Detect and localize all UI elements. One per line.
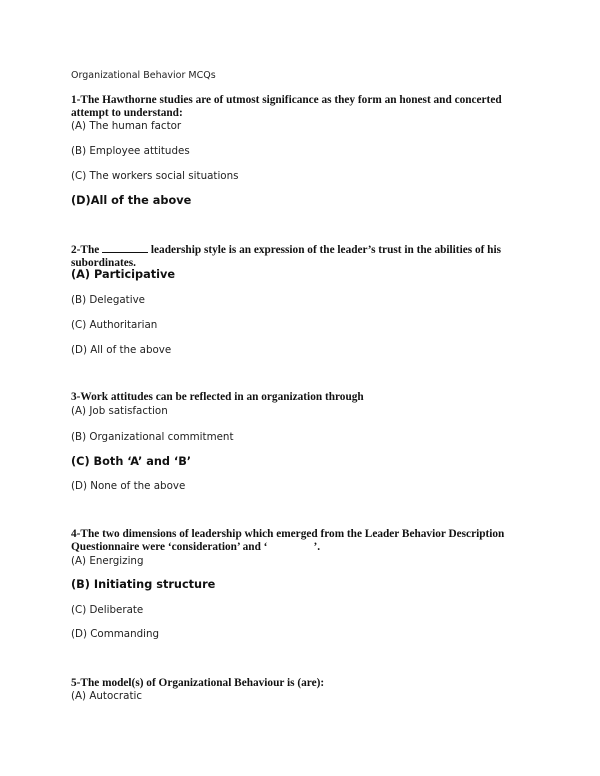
q4-option-d: (D) Commanding	[71, 628, 160, 640]
q2-option-a-answer: (A) Participative	[71, 268, 176, 281]
q3-option-a: (A) Job satisfaction	[71, 405, 168, 417]
q1-option-b: (B) Employee attitudes	[71, 145, 190, 157]
q1-option-d-answer: (D)All of the above	[71, 194, 192, 207]
q4-option-a: (A) Energizing	[71, 555, 144, 567]
q4-text-end: ’.	[313, 541, 321, 553]
q1-option-a: (A) The human factor	[71, 120, 182, 132]
q5-option-a: (A) Autocratic	[71, 690, 143, 702]
q3-option-c-answer: (C) Both ‘A’ and ‘B’	[71, 455, 192, 468]
q1-option-c: (C) The workers social situations	[71, 170, 239, 182]
question-2	[71, 243, 531, 270]
q2-option-b: (B) Delegative	[71, 294, 146, 306]
q4-option-b-answer: (B) Initiating structure	[71, 578, 216, 591]
question-3: 3-Work attitudes can be reflected in an organization through	[71, 391, 364, 403]
q2-option-d: (D) All of the above	[71, 344, 172, 356]
q2-blank	[102, 243, 148, 253]
q2-text-start: 2-The	[71, 244, 100, 256]
question-1: 1-The Hawthorne studies are of utmost significance as they form an honest and concerted attempt to understand:	[71, 94, 502, 119]
q2-option-c: (C) Authoritarian	[71, 319, 158, 331]
question-4	[71, 528, 531, 554]
document-title: Organizational Behavior MCQs	[71, 70, 216, 81]
q2-text-end: leadership style is an expression of the leader’s trust in the abilities of his subordinates.	[71, 244, 501, 269]
q4-text-start: 4-The two dimensions of leadership which emerged from the Leader Behavior Description Questionnaire were ‘consideration’ and ‘	[71, 528, 505, 553]
question-5: 5-The model(s) of Organizational Behaviour is (are):	[71, 677, 325, 689]
q3-option-b: (B) Organizational commitment	[71, 431, 234, 443]
q3-option-d: (D) None of the above	[71, 480, 186, 492]
q4-option-c: (C) Deliberate	[71, 604, 144, 616]
